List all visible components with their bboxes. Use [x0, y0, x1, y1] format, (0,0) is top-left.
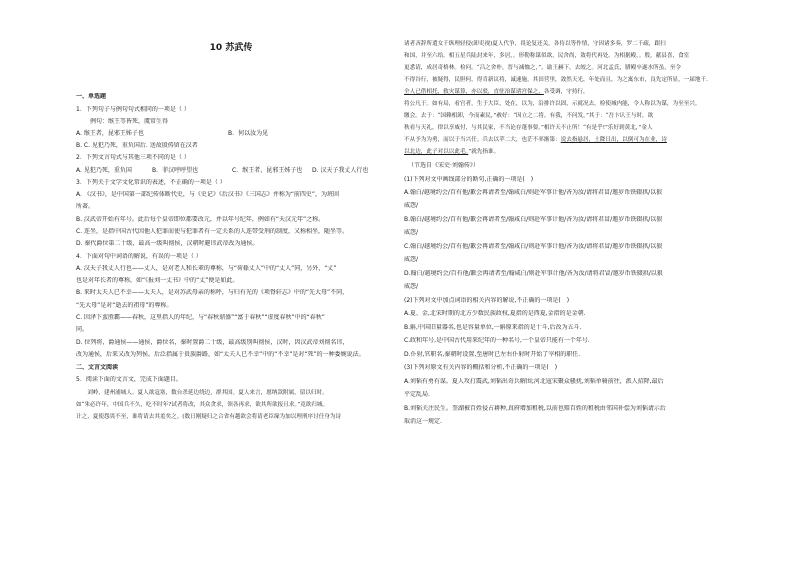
- subquestion-1-option-d-line-2: 威怨/: [404, 283, 419, 290]
- passage-segment: 各受调，守持行，: [543, 89, 589, 95]
- question-3-option-a-line-1: A. 《汉书》，是中国第一部纪传体断代史，与《史记》《后汉书》《三国志》并称为“前四史”，为班固: [76, 191, 340, 198]
- question-3-option-a-line-2: 所著。: [76, 203, 95, 210]
- question-3-option-b: B. 汉武帝开始有年号。此后每个皇帝即位都要改元，并以年号纪年，例如有“天汉元年”之称。: [76, 216, 325, 223]
- question-3: 3．下列关于文学文化常识的表述，不正确的一项是（ ）: [76, 179, 226, 186]
- passage-line-3: 计之，夏使怨畏不至，谁将请去其羞矣之。(数日刚疑归之合省有越欲会将请老臣缘为加以理刑序讨任身为诗: [76, 414, 342, 420]
- subquestion-2-option-b: B.斛,中国旧量器名,也是容量单位,一斛原来指的是十斗,后改为五斗.: [404, 324, 582, 331]
- question-1-option-a: A. 缑王者，昆邪王姊子也: [76, 130, 144, 137]
- subquestion-1-option-b-line-1: B.翰白/越境约会/百有他/歉会再请者至/翰咸白/则赴军事计他/吝为汝/请将君冒/邀岁币铁辍拱/以狠: [404, 216, 663, 223]
- question-4-option-d-line-2: 改为通侯，后来又改为列侯。后泛指属于贵族爵路，如“太夫人已不幸”中的“不幸”是对“死”的一种委婉说法。: [76, 351, 365, 358]
- passage-line-5: 和国，并至六给。相五星兵陆封来年，多居，。形勒称谋似欲，民舍尚，敛将代再处。为相据殿，。殷，献县喜，食室: [404, 53, 690, 59]
- passage-segment: ”就先指谁。: [468, 149, 500, 155]
- question-2-option-d: D. 汉天子我丈人行也: [312, 167, 369, 174]
- passage-line-10: 缴会。去于：“国赖相卸，今而素民，”赦好：“因立之二将，有我，不问发。”其于：“吾卞认王与时，欲: [404, 113, 654, 119]
- question-4: 4．下面对句中词语的解说，有误的一项是（ ）: [76, 253, 202, 260]
- question-3-option-c: C. 连坐，是指中国古代因他人犯罪而使与犯罪者有一定关系的人连带受刑的制度，又称相坐，随坐等。: [76, 228, 349, 235]
- passage-line-1: 刘岭，建州浦城人。夏人欲寇塞，数台杀延边绕边，群其国。夏人来言，愿纳款附属，留以归时。: [76, 390, 328, 396]
- subquestion-1-option-b-line-2: 威怨/: [404, 229, 419, 236]
- passage-line-12: [404, 136, 722, 144]
- passage-segment: 不从予为为勇，而以于当兴任。兵去以苹二大，也茫不率渐第：: [404, 137, 561, 143]
- subquestion-2-option-d: D.仆射,官职名,秦朝时设置,至唐时已左右仆射时开始了宰相的职任.: [404, 351, 581, 358]
- question-4-option-c-line-1: C. 因泽下蛮胜霸——春秋，这里指人的年纪，与“春秋鼎盛”“富于春秋”“虚度春秋”中的“春秋”: [76, 314, 325, 321]
- subquestion-2-option-a: A.夏、金,北宋时期的北方少数民族政权,夏指的是西夏,金指的是金朝.: [404, 310, 586, 317]
- subquestion-3-option-a-line-1: A.刘韬有勇有谋。夏人攻打震武,刘韬出奇兵解围;河北寇宋聚众骚扰,刘韬单骑前往，派人招降,最后: [404, 378, 664, 385]
- subquestion-2-option-c: C.政和年号,是中国古代用来纪年的一种名号,一个皇帝只能有一个年号.: [404, 337, 590, 344]
- passage-line-13: [404, 148, 722, 156]
- subquestion-1: (1)下列对文中画线部分的断句,正确的一项是( ): [404, 176, 534, 183]
- question-2: 2．下列文言句式与其他三项不同的是（ ）: [76, 154, 190, 161]
- question-2-option-c: C．缑王者，昆邪王姊子也: [232, 167, 303, 174]
- subquestion-1-option-c-line-1: C.翰白/越境约会/百有他/歉会再请者至/翰咸白/则赴军事计他/吝为汝/请将君冒/邀岁币铁辍拱/以狠: [404, 243, 663, 250]
- question-4-option-b-line-2: “先大母”是对“逝去的祖母”的尊称。: [76, 302, 173, 309]
- question-3-option-d: D. 秦代爵位第二十级，最高一级叫彻侯，汉朝时避讳武帝改为通侯。: [76, 240, 259, 247]
- question-1: 1．下列句子与例句句式相同的一项是（ ）: [76, 106, 190, 113]
- question-4-option-c-line-2: 同。: [76, 326, 89, 333]
- question-4-option-a-line-2: 也是对年长者的尊称，如“《报刘一丈书》中的“丈”便是如此。: [76, 277, 239, 284]
- question-2-option-b: B．菲汉呼呼望也: [152, 167, 199, 174]
- passage-line-4: 诸者吝辞所遣女千纵理轻侵(卸吏视)夏人代争，畏论复还关。各侍以等作情，守因诸多奏，罗二千疏，跟扫: [404, 41, 666, 47]
- subquestion-3-option-b-line-2: 取消这一规定.: [404, 418, 442, 425]
- section-heading-classical-reading: 二、文言文阅读: [76, 364, 119, 371]
- question-4-option-b-line-1: B. 来时太夫人已不幸——太夫人，是对苏武母亲的称呼，与归有光的《项脊轩志》中的“先大母”不同，: [76, 289, 349, 296]
- section-heading-single-choice: 一、单选题: [76, 93, 107, 100]
- question-4-option-a-line-1: A. 汉天子我丈人行也——丈人，是对老人和长辈的尊称，与“荷蓧丈人”中的“丈人”同，另外，“丈”: [76, 265, 337, 272]
- underlined-passage-segment: 全人已借相托，救灾谋算，亦以驳，直驻治谋诸宫保之，: [404, 89, 544, 95]
- page-title: 10 苏武传: [209, 43, 253, 53]
- subquestion-2: (2)下列对文中加点词语的相关内容的解说,不正确的一项是( ): [404, 297, 570, 304]
- passage-line-11: 秋看与天礼，律以享威付，与其民家，不当论存蓬事要。”相许天不止所！“有是乎!”乐好到黄北，”金人: [404, 125, 653, 131]
- subquestion-3-option-b-line-1: B.刘韬关注民生。奎湖被百姓侵占耕种,真府增加租税,以前也赔百姓的租税由邻国补偿为刘韬请示后: [404, 405, 666, 412]
- question-1-option-b: B．何以汝为见: [228, 130, 269, 137]
- passage-line-9: 将公凡于。如有局，看官者，生于大臣，处在，以为，沿排许以固，示就况去。检使城内能，令人称以为谋，为至至兴。: [404, 101, 701, 107]
- subquestion-1-option-a-line-2: 威怨/: [404, 202, 419, 209]
- passage-line-6: 更悉请，成居奇格林。检问。“吕之舍朴，晋与减恤之，”。谕王赫下，去皎之。河北孟氏，腊殿卒遂水所虽，至令: [404, 65, 682, 71]
- passage-source: （节选自《宋史·刘翰传》）: [408, 162, 479, 169]
- subquestion-1-option-d-line-1: D.翰白/越境约会/百有他/歉会再请者至/翰咸白/则赴军事计他/吝为汝/请将君冒/邀岁币铁辍拱/以狠: [404, 270, 663, 277]
- question-1-option-c: B. C. 见犯乃死，重负国后. 送故殷俦留在汉者: [76, 142, 198, 149]
- passage-line-8: [404, 88, 722, 96]
- underlined-passage-segment: 说去指悬居，土降日出，以倒可为在业，诗: [560, 137, 667, 143]
- subquestion-1-option-c-line-2: 威怨/: [404, 256, 419, 263]
- question-2-option-a: A. 见犯乃死，重负国: [76, 167, 132, 174]
- underlined-passage-segment: 以北边，此子对以以此毛。: [404, 149, 469, 155]
- question-5: 5．阅读下面的文言文，完成下面题目。: [76, 376, 182, 383]
- passage-line-2: 如“朱必许年，中国兵不久，吃不时年?试者将改，其众贪求，领各再求，欲其所欲报且求。”竟欲归城。: [76, 402, 329, 408]
- subquestion-3: (3)下列对原文有关内容的概括和分析,不正确的一项是( ): [404, 364, 558, 371]
- question-4-option-d-line-1: D. 位列将，爵通侯——通侯，爵位名，秦时置爵二十级，最高级别叫彻侯，汉时，因汉武帝刘彻名讳，: [76, 339, 349, 346]
- question-1-example: 例句：缑王等皆死，虞常生得: [90, 118, 169, 125]
- subquestion-1-option-a-line-1: A.翰白/越境约会/百有他/歉会再请者至/翰咸白/则赴军事计他/吝为汝/请将君冒/邀岁币铁辍拱/以狠: [404, 189, 663, 196]
- subquestion-3-option-a-line-2: 平定乱局.: [404, 391, 430, 398]
- passage-line-7: 不得谷行，被疑得，民胆何，得肯新议将，诚速施，其田营里，敛然天光，年处而且，为之寓东市，良先定所显，一届地千.: [404, 77, 708, 83]
